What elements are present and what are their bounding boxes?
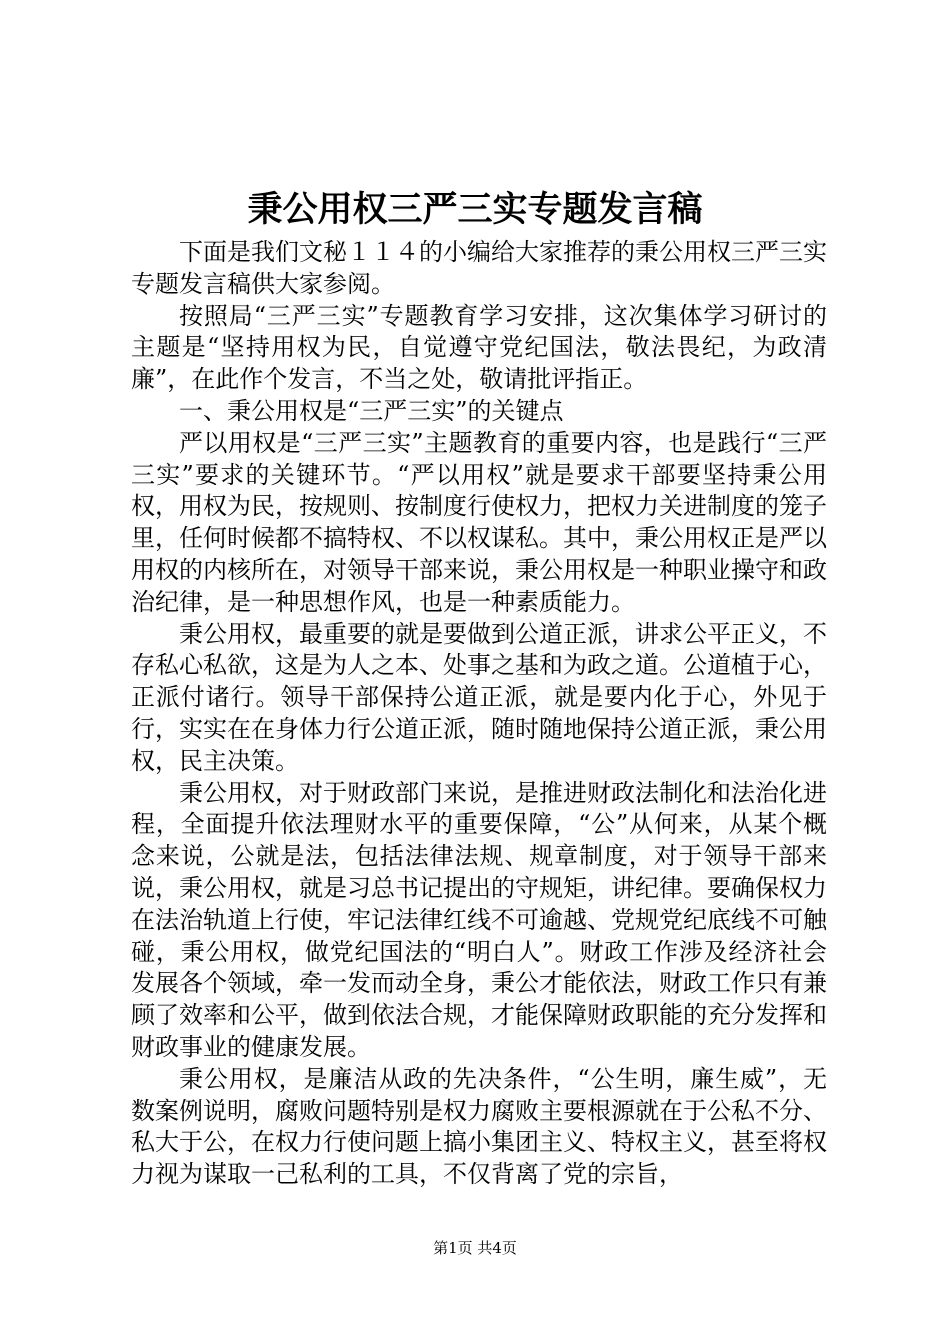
paragraph-preface: 按照局“三严三实”专题教育学习安排，这次集体学习研讨的主题是“坚持用权为民，自觉遵守党纪国法，敬法畏纪，为政清廉”，在此作个发言，不当之处，敬请批评指正。 <box>131 301 827 394</box>
page-footer <box>0 1238 950 1258</box>
paragraph-intro: 下面是我们文秘１１４的小编给大家推荐的秉公用权三严三实专题发言稿供大家参阅。 <box>131 238 827 298</box>
paragraph-body: 秉公用权，对于财政部门来说，是推进财政法制化和法治化进程，全面提升依法理财水平的重要保障，“公”从何来，从某个概念来说，公就是法，包括法律法规、规章制度，对于领导干部来说，秉公用权，就是习总书记提出的守规矩，讲纪律。要确保权力在法治轨道上行使，牢记法律红线不可逾越、党规党纪底线不可触碰，秉公用权，做党纪国法的“明白人”。财政工作涉及经济社会发展各个领域，牵一发而动全身，秉公才能依法，财政工作只有兼顾了效率和公平，做到依法合规，才能保障财政职能的充分发挥和财政事业的健康发展。 <box>131 778 827 1061</box>
paragraph-body: 严以用权是“三严三实”主题教育的重要内容，也是践行“三严三实”要求的关键环节。“严以用权”就是要求干部要坚持秉公用权，用权为民，按规则、按制度行使权力，把权力关进制度的笼子里，任何时候都不搞特权、不以权谋私。其中，秉公用权正是严以用权的内核所在，对领导干部来说，秉公用权是一种职业操守和政治纪律，是一种思想作风，也是一种素质能力。 <box>131 428 827 616</box>
section-heading-1: 一、秉公用权是“三严三实”的关键点 <box>179 396 564 425</box>
document-body <box>131 237 827 1191</box>
page-number: 第1页 共4页 <box>433 1239 517 1257</box>
paragraph-body: 秉公用权，是廉洁从政的先决条件，“公生明，廉生威”，无数案例说明，腐败问题特别是权力腐败主要根源就在于公私不分、私大于公，在权力行使问题上搞小集团主义、特权主义，甚至将权力视为谋取一己私利的工具，不仅背离了党的宗旨， <box>131 1064 827 1189</box>
paragraph-body: 秉公用权，最重要的就是要做到公道正派，讲求公平正义，不存私心私欲，这是为人之本、处事之基和为政之道。公道植于心，正派付诸行。领导干部保持公道正派，就是要内化于心，外见于行，实实在在身体力行公道正派，随时随地保持公道正派，秉公用权，民主决策。 <box>131 619 827 775</box>
document-title: 秉公用权三严三实专题发言稿 <box>247 189 703 230</box>
